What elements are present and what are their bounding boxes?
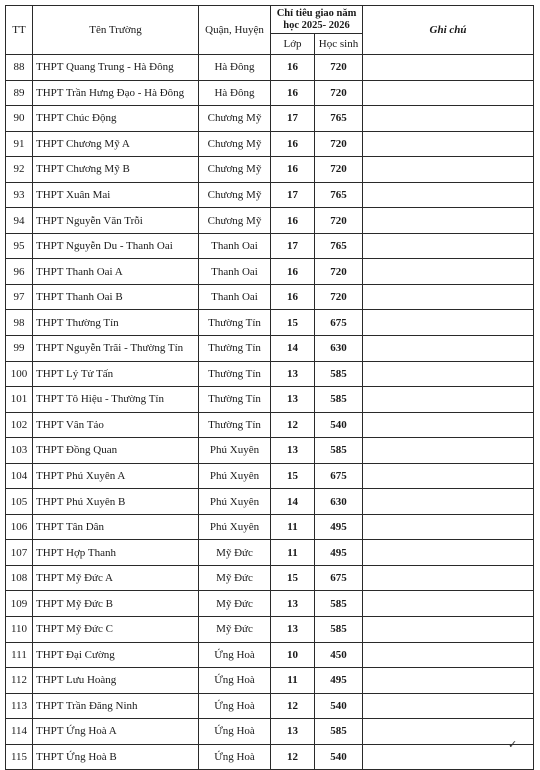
row-tt: 112 xyxy=(6,668,33,694)
table-row xyxy=(6,310,534,336)
row-classes: 17 xyxy=(271,182,315,208)
header-school-name: Tên Trường xyxy=(33,6,199,55)
table-row xyxy=(6,157,534,183)
row-tt: 110 xyxy=(6,617,33,643)
row-classes: 11 xyxy=(271,668,315,694)
row-classes: 13 xyxy=(271,591,315,617)
row-tt: 105 xyxy=(6,489,33,515)
row-school-name: THPT Trần Hưng Đạo - Hà Đông xyxy=(33,80,199,106)
table-row xyxy=(6,642,534,668)
row-district: Thanh Oai xyxy=(199,233,271,259)
row-district: Thường Tín xyxy=(199,310,271,336)
row-school-name: THPT Lý Tử Tấn xyxy=(33,361,199,387)
row-district: Ứng Hoà xyxy=(199,719,271,745)
row-tt: 90 xyxy=(6,106,33,132)
row-tt: 95 xyxy=(6,233,33,259)
row-tt: 102 xyxy=(6,412,33,438)
header-quota-line1: Chỉ tiêu giao năm xyxy=(276,7,357,19)
row-school-name: THPT Ứng Hoà A xyxy=(33,719,199,745)
table-row xyxy=(6,438,534,464)
row-students: 675 xyxy=(315,463,363,489)
row-classes: 15 xyxy=(271,565,315,591)
row-note xyxy=(363,438,534,464)
table-row xyxy=(6,463,534,489)
table-row xyxy=(6,489,534,515)
row-students: 585 xyxy=(315,387,363,413)
row-note xyxy=(363,233,534,259)
row-tt: 98 xyxy=(6,310,33,336)
row-note xyxy=(363,540,534,566)
row-school-name: THPT Phú Xuyên B xyxy=(33,489,199,515)
row-school-name: THPT Nguyễn Văn Trỗi xyxy=(33,208,199,234)
row-classes: 17 xyxy=(271,106,315,132)
school-quota-table xyxy=(5,5,534,770)
row-note xyxy=(363,131,534,157)
row-tt: 114 xyxy=(6,719,33,745)
row-classes: 14 xyxy=(271,489,315,515)
table-row xyxy=(6,514,534,540)
row-school-name: THPT Ứng Hoà B xyxy=(33,744,199,770)
table-row xyxy=(6,693,534,719)
row-students: 585 xyxy=(315,591,363,617)
table-row xyxy=(6,412,534,438)
table-row xyxy=(6,208,534,234)
row-district: Phú Xuyên xyxy=(199,489,271,515)
row-district: Mỹ Đức xyxy=(199,565,271,591)
row-note xyxy=(363,591,534,617)
row-students: 585 xyxy=(315,719,363,745)
row-note xyxy=(363,259,534,285)
row-tt: 93 xyxy=(6,182,33,208)
row-note xyxy=(363,565,534,591)
row-district: Mỹ Đức xyxy=(199,591,271,617)
row-district: Chương Mỹ xyxy=(199,182,271,208)
row-note xyxy=(363,361,534,387)
row-students: 675 xyxy=(315,310,363,336)
row-tt: 94 xyxy=(6,208,33,234)
row-tt: 91 xyxy=(6,131,33,157)
row-classes: 12 xyxy=(271,412,315,438)
table-row xyxy=(6,233,534,259)
row-district: Chương Mỹ xyxy=(199,157,271,183)
row-school-name: THPT Lưu Hoàng xyxy=(33,668,199,694)
row-school-name: THPT Mỹ Đức C xyxy=(33,617,199,643)
row-district: Mỹ Đức xyxy=(199,540,271,566)
row-tt: 100 xyxy=(6,361,33,387)
row-students: 765 xyxy=(315,182,363,208)
row-classes: 14 xyxy=(271,336,315,362)
row-school-name: THPT Thanh Oai B xyxy=(33,284,199,310)
row-classes: 12 xyxy=(271,744,315,770)
row-school-name: THPT Vân Tảo xyxy=(33,412,199,438)
row-note xyxy=(363,310,534,336)
row-school-name: THPT Thường Tín xyxy=(33,310,199,336)
row-school-name: THPT Mỹ Đức B xyxy=(33,591,199,617)
row-district: Ứng Hoà xyxy=(199,642,271,668)
row-students: 495 xyxy=(315,668,363,694)
table-row xyxy=(6,387,534,413)
row-district: Thường Tín xyxy=(199,336,271,362)
row-district: Ứng Hoà xyxy=(199,668,271,694)
row-school-name: THPT Thanh Oai A xyxy=(33,259,199,285)
row-note xyxy=(363,642,534,668)
row-tt: 107 xyxy=(6,540,33,566)
table-row xyxy=(6,55,534,81)
row-students: 630 xyxy=(315,489,363,515)
row-tt: 101 xyxy=(6,387,33,413)
row-district: Ứng Hoà xyxy=(199,744,271,770)
row-classes: 17 xyxy=(271,233,315,259)
row-district: Phú Xuyên xyxy=(199,463,271,489)
row-classes: 12 xyxy=(271,693,315,719)
row-classes: 16 xyxy=(271,80,315,106)
row-note xyxy=(363,693,534,719)
row-classes: 13 xyxy=(271,361,315,387)
row-district: Hà Đông xyxy=(199,55,271,81)
row-district: Thường Tín xyxy=(199,361,271,387)
row-tt: 104 xyxy=(6,463,33,489)
row-tt: 103 xyxy=(6,438,33,464)
table-row xyxy=(6,540,534,566)
row-students: 675 xyxy=(315,565,363,591)
row-note xyxy=(363,80,534,106)
row-note xyxy=(363,412,534,438)
row-note xyxy=(363,336,534,362)
header-quota-line2: học 2025- 2026 xyxy=(283,19,350,31)
row-classes: 13 xyxy=(271,617,315,643)
row-tt: 109 xyxy=(6,591,33,617)
row-classes: 16 xyxy=(271,157,315,183)
row-tt: 108 xyxy=(6,565,33,591)
row-classes: 11 xyxy=(271,540,315,566)
table-header xyxy=(6,6,534,55)
row-school-name: THPT Trần Đăng Ninh xyxy=(33,693,199,719)
row-school-name: THPT Đồng Quan xyxy=(33,438,199,464)
row-students: 720 xyxy=(315,284,363,310)
row-district: Chương Mỹ xyxy=(199,208,271,234)
row-note xyxy=(363,489,534,515)
table-row xyxy=(6,719,534,745)
table-row xyxy=(6,668,534,694)
row-students: 585 xyxy=(315,617,363,643)
row-school-name: THPT Chương Mỹ A xyxy=(33,131,199,157)
row-tt: 89 xyxy=(6,80,33,106)
row-school-name: THPT Nguyễn Du - Thanh Oai xyxy=(33,233,199,259)
row-classes: 13 xyxy=(271,438,315,464)
row-classes: 11 xyxy=(271,514,315,540)
row-tt: 113 xyxy=(6,693,33,719)
row-note xyxy=(363,157,534,183)
school-quota-sheet xyxy=(5,5,533,770)
row-district: Chương Mỹ xyxy=(199,131,271,157)
row-students: 540 xyxy=(315,693,363,719)
row-school-name: THPT Chúc Động xyxy=(33,106,199,132)
row-classes: 16 xyxy=(271,55,315,81)
row-district: Mỹ Đức xyxy=(199,617,271,643)
row-note xyxy=(363,55,534,81)
pen-mark: ✓ xyxy=(508,739,518,751)
row-district: Ứng Hoà xyxy=(199,693,271,719)
row-school-name: THPT Phú Xuyên A xyxy=(33,463,199,489)
row-district: Phú Xuyên xyxy=(199,514,271,540)
table-row xyxy=(6,361,534,387)
row-district: Chương Mỹ xyxy=(199,106,271,132)
row-tt: 88 xyxy=(6,55,33,81)
row-school-name: THPT Quang Trung - Hà Đông xyxy=(33,55,199,81)
row-students: 585 xyxy=(315,361,363,387)
row-note xyxy=(363,208,534,234)
table-row xyxy=(6,565,534,591)
table-row xyxy=(6,744,534,770)
table-row xyxy=(6,106,534,132)
row-note xyxy=(363,668,534,694)
row-students: 720 xyxy=(315,131,363,157)
row-students: 540 xyxy=(315,744,363,770)
row-district: Hà Đông xyxy=(199,80,271,106)
row-school-name: THPT Hợp Thanh xyxy=(33,540,199,566)
row-students: 720 xyxy=(315,80,363,106)
row-district: Thường Tín xyxy=(199,387,271,413)
row-district: Thường Tín xyxy=(199,412,271,438)
row-tt: 99 xyxy=(6,336,33,362)
row-classes: 16 xyxy=(271,284,315,310)
table-row xyxy=(6,80,534,106)
table-row xyxy=(6,336,534,362)
row-classes: 13 xyxy=(271,387,315,413)
table-row xyxy=(6,259,534,285)
row-students: 450 xyxy=(315,642,363,668)
row-note xyxy=(363,106,534,132)
table-row xyxy=(6,284,534,310)
row-students: 720 xyxy=(315,55,363,81)
row-students: 540 xyxy=(315,412,363,438)
row-note xyxy=(363,617,534,643)
row-school-name: THPT Tân Dân xyxy=(33,514,199,540)
row-classes: 10 xyxy=(271,642,315,668)
table-row xyxy=(6,617,534,643)
row-classes: 15 xyxy=(271,463,315,489)
header-classes: Lớp xyxy=(271,34,315,55)
row-school-name: THPT Nguyễn Trãi - Thường Tín xyxy=(33,336,199,362)
row-students: 720 xyxy=(315,157,363,183)
row-students: 630 xyxy=(315,336,363,362)
row-classes: 16 xyxy=(271,208,315,234)
row-tt: 92 xyxy=(6,157,33,183)
row-school-name: THPT Mỹ Đức A xyxy=(33,565,199,591)
row-tt: 106 xyxy=(6,514,33,540)
row-note xyxy=(363,387,534,413)
row-district: Thanh Oai xyxy=(199,284,271,310)
header-students: Học sinh xyxy=(315,34,363,55)
row-note xyxy=(363,463,534,489)
header-note: Ghi chú xyxy=(363,6,534,55)
row-school-name: THPT Xuân Mai xyxy=(33,182,199,208)
row-students: 585 xyxy=(315,438,363,464)
row-school-name: THPT Chương Mỹ B xyxy=(33,157,199,183)
row-classes: 16 xyxy=(271,131,315,157)
row-district: Thanh Oai xyxy=(199,259,271,285)
header-tt: TT xyxy=(6,6,33,55)
row-students: 720 xyxy=(315,259,363,285)
row-note xyxy=(363,284,534,310)
row-tt: 111 xyxy=(6,642,33,668)
row-classes: 16 xyxy=(271,259,315,285)
header-district: Quận, Huyện xyxy=(199,6,271,55)
table-row xyxy=(6,131,534,157)
row-note xyxy=(363,182,534,208)
header-quota xyxy=(271,6,363,34)
table-row xyxy=(6,182,534,208)
row-classes: 13 xyxy=(271,719,315,745)
row-students: 765 xyxy=(315,233,363,259)
row-tt: 115 xyxy=(6,744,33,770)
row-students: 495 xyxy=(315,540,363,566)
row-students: 495 xyxy=(315,514,363,540)
row-students: 720 xyxy=(315,208,363,234)
table-row xyxy=(6,591,534,617)
row-school-name: THPT Đại Cường xyxy=(33,642,199,668)
table-body xyxy=(6,55,534,770)
row-students: 765 xyxy=(315,106,363,132)
row-school-name: THPT Tô Hiệu - Thường Tín xyxy=(33,387,199,413)
row-note xyxy=(363,514,534,540)
row-tt: 96 xyxy=(6,259,33,285)
row-classes: 15 xyxy=(271,310,315,336)
row-tt: 97 xyxy=(6,284,33,310)
row-district: Phú Xuyên xyxy=(199,438,271,464)
